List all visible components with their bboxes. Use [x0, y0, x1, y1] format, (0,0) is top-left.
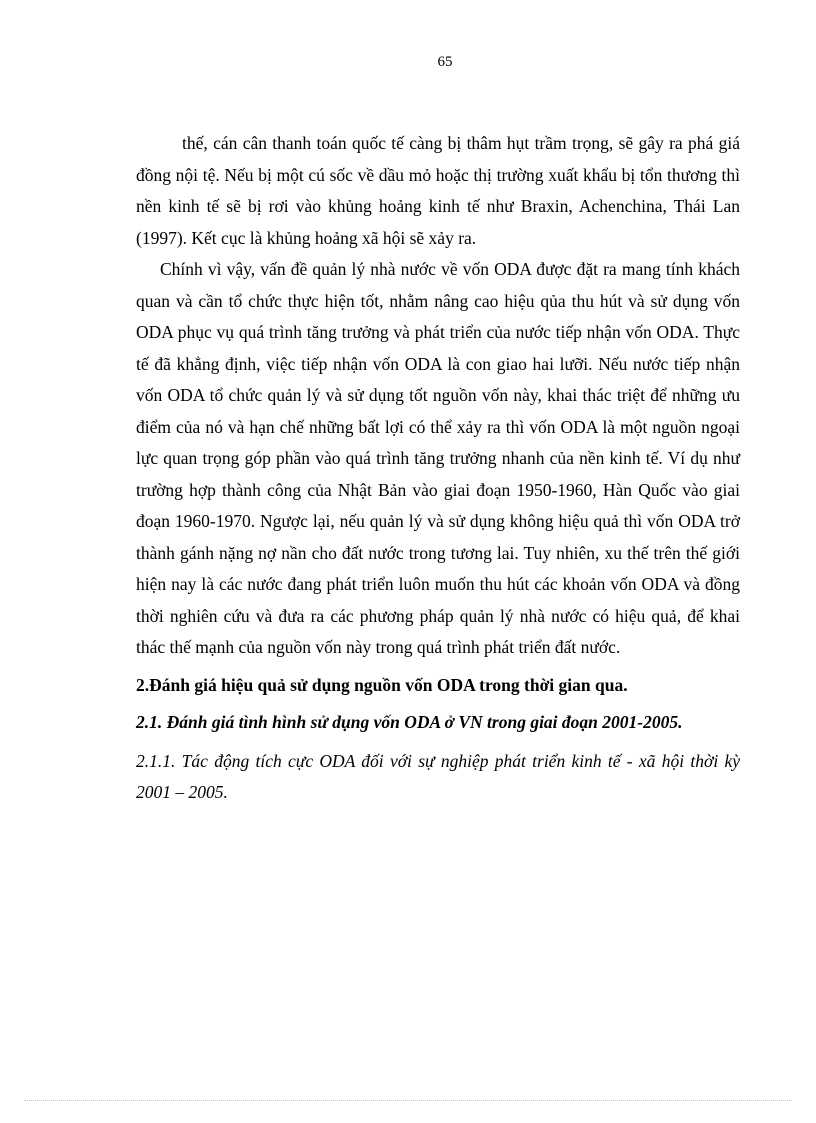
document-body: [136, 128, 740, 808]
paragraph-oda-management: Chính vì vậy, vấn đề quản lý nhà nước về vốn ODA được đặt ra mang tính khách quan và cần tổ chức thực hiện tốt, nhằm nâng cao hiệu qủa thu hút và sử dụng vốn ODA phục vụ quá trình tăng trưởng và phát triển của nước tiếp nhận vốn ODA. Thực tế đã khẳng định, việc tiếp nhận vốn ODA là con giao hai lưỡi. Nếu nước tiếp nhận vốn ODA tổ chức quản lý và sử dụng tốt nguồn vốn này, khai thác triệt để những ưu điểm của nó và hạn chế những bất lợi có thể xảy ra thì vốn ODA là một nguồn ngoại lực quan trọng góp phần vào quá trình tăng trưởng nhanh của nền kinh tế. Ví dụ như trường hợp thành công của Nhật Bản vào giai đoạn 1950-1960, Hàn Quốc vào giai đoạn 1960-1970. Ngược lại, nếu quản lý và sử dụng không hiệu quả thì vốn ODA trở thành gánh nặng nợ nần cho đất nước trong tương lai. Tuy nhiên, xu thế trên thế giới hiện nay là các nước đang phát triển luôn muốn thu hút các khoản vốn ODA và đồng thời nghiên cứu và đưa ra các phương pháp quản lý nhà nước có hiệu quả, để khai thác thế mạnh của nguồn vốn này trong quá trình phát triển đất nước.: [136, 259, 740, 657]
page-bottom-rule: [24, 1100, 792, 1101]
section-heading-2: 2.Đánh giá hiệu quả sử dụng nguồn vốn ODA trong thời gian qua.: [136, 674, 628, 695]
paragraph-continuation: thế, cán cân thanh toán quốc tế càng bị thâm hụt trầm trọng, sẽ gây ra phá giá đồng nội tệ. Nếu bị một cú sốc về dầu mỏ hoặc thị trường xuất khẩu bị tổn thương thì nền kinh tế sẽ bị rơi vào khủng hoảng kinh tế như Braxin, Achenchina, Thái Lan (1997). Kết cục là khủng hoảng xã hội sẽ xảy ra.: [136, 133, 740, 248]
section-heading-2-1: 2.1. Đánh giá tình hình sử dụng vốn ODA ở VN trong giai đoạn 2001-2005.: [136, 711, 683, 732]
page-number: 65: [437, 54, 453, 70]
section-heading-2-1-1: 2.1.1. Tác động tích cực ODA đối với sự nghiệp phát triển kinh tế - xã hội thời kỳ 2001 – 2005.: [136, 750, 740, 802]
